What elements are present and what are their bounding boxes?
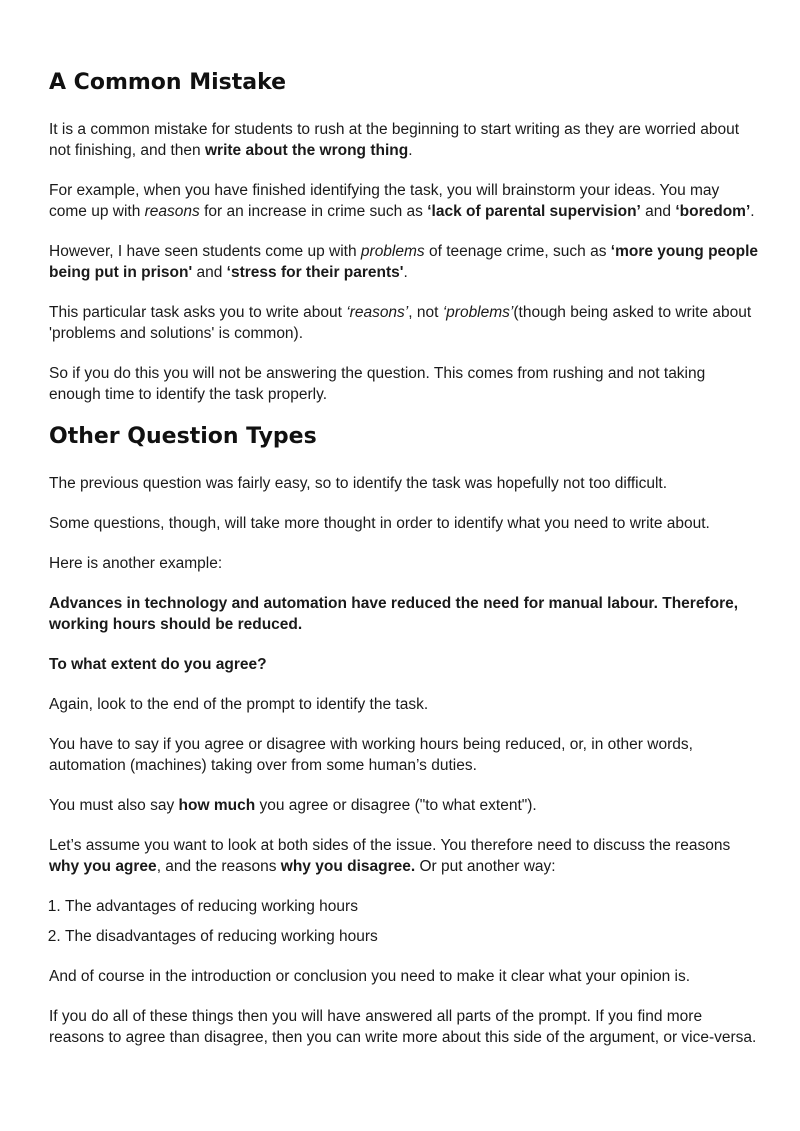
- paragraph: Again, look to the end of the prompt to identify the task.: [49, 696, 429, 713]
- paragraph: Here is another example:: [49, 555, 223, 572]
- bold-text: why you disagree.: [280, 858, 416, 875]
- paragraph: The previous question was fairly easy, so to identify the task was hopefully not too difficult.: [49, 475, 668, 492]
- bold-text: write about the wrong thing: [204, 142, 409, 159]
- paragraph: Let’s assume you want to look at both sides of the issue. You therefore need to discuss the reasons why you agree, and the reasons why you disagree. Or put another way:: [49, 837, 731, 875]
- example-question: To what extent do you agree?: [49, 656, 267, 673]
- paragraph: And of course in the introduction or conclusion you need to make it clear what your opinion is.: [49, 968, 691, 985]
- paragraph: So if you do this you will not be answering the question. This comes from rushing and not taking enough time to identify the task properly.: [49, 365, 706, 403]
- paragraph: You have to say if you agree or disagree with working hours being reduced, or, in other words, automation (machines) taking over from some human’s duties.: [49, 736, 693, 774]
- section-heading-other-question-types: Other Question Types: [49, 424, 317, 449]
- section-heading-common-mistake: A Common Mistake: [49, 70, 287, 95]
- example-prompt: Advances in technology and automation have reduced the need for manual labour. Therefore, working hours should be reduced.: [49, 595, 739, 633]
- paragraph: It is a common mistake for students to rush at the beginning to start writing as they are worried about not finishing, and then write about the wrong thing.: [49, 121, 740, 159]
- bold-text: ‘stress for their parents': [226, 264, 404, 281]
- paragraph: This particular task asks you to write about ‘reasons’, not ‘problems’(though being asked to write about 'problems and solutions' is common).: [49, 304, 752, 342]
- paragraph: However, I have seen students come up with problems of teenage crime, such as ‘more young people being put in prison' and ‘stress for their parents'.: [49, 243, 759, 281]
- bold-text: why you agree: [49, 858, 157, 875]
- list-item: 2. The disadvantages of reducing working hours: [65, 926, 760, 947]
- bold-text: how much: [178, 797, 256, 814]
- italic-text: problems: [360, 243, 425, 260]
- italic-text: ‘problems’: [442, 304, 514, 321]
- numbered-list: [49, 896, 760, 947]
- italic-text: reasons: [144, 203, 200, 220]
- paragraph: Some questions, though, will take more thought in order to identify what you need to write about.: [49, 515, 710, 532]
- list-item: 1. The advantages of reducing working hours: [65, 896, 760, 917]
- italic-text: ‘reasons’: [346, 304, 409, 321]
- bold-text: ‘boredom’: [675, 203, 751, 220]
- paragraph: You must also say how much you agree or disagree ("to what extent").: [49, 797, 537, 814]
- bold-text: ‘lack of parental supervision’: [427, 203, 641, 220]
- bold-text: ‘more young people being put in prison': [49, 243, 759, 281]
- paragraph: If you do all of these things then you will have answered all parts of the prompt. If you find more reasons to agree than disagree, then you can write more about this side of the argument, or vice-versa.: [49, 1008, 757, 1046]
- paragraph: For example, when you have finished identifying the task, you will brainstorm your ideas. You may come up with reasons for an increase in crime such as ‘lack of parental supervision’ and ‘boredom’.: [49, 182, 755, 220]
